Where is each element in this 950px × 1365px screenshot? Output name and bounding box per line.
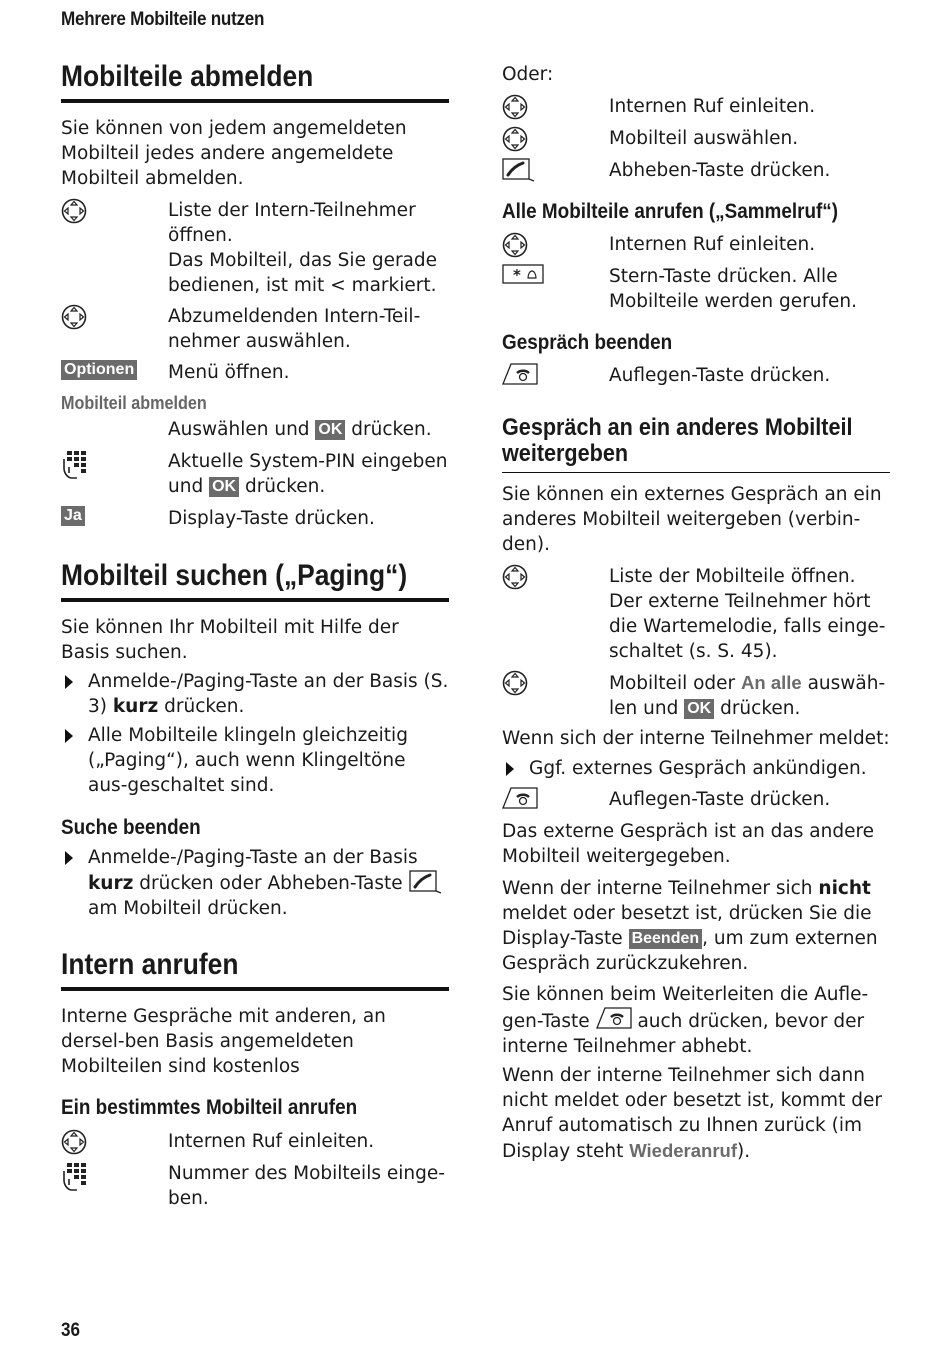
heading-rule [61, 598, 449, 602]
talk-key-icon [502, 158, 536, 182]
svg-text:*: * [513, 266, 521, 284]
para-hangup-early: Sie können beim Weiterleiten die Aufle-gen-Taste auch drücken, bevor der interne Teilnehmer abhebt. [502, 984, 869, 1057]
step-text: Auflegen-Taste drücken. [609, 365, 831, 386]
step-text: Aktuelle System-PIN eingeben und OK drücken. [168, 451, 448, 497]
running-header: Mehrere Mobilteile nutzen [61, 9, 265, 30]
intro-weitergeben: Sie können ein externes Gespräch an ein anderes Mobilteil weitergeben (verbin-den). [502, 484, 882, 555]
para-callback: Wenn der interne Teilnehmer sich dann nicht meldet oder besetzt ist, kommt der Anruf automatisch zu Ihnen zurück (im Display steht Wiederanruf). [502, 1065, 882, 1162]
navigation-key-icon [502, 670, 528, 696]
step-text: Internen Ruf einleiten. [609, 234, 816, 255]
step-text: Display-Taste drücken. [168, 508, 375, 529]
bullet-arrow-icon [65, 851, 73, 865]
step-text: Liste der Intern-Teilnehmer öffnen. [168, 200, 416, 246]
subheading-suche-beenden: Suche beenden [61, 816, 201, 839]
ja-display-key: Ja [61, 506, 85, 526]
ok-key: OK [684, 699, 714, 719]
keypad-icon [61, 1161, 91, 1193]
an-alle-label: An alle [741, 672, 802, 693]
step-text: Nummer des Mobilteils einge-ben. [168, 1163, 445, 1209]
para-transferred: Das externe Gespräch ist an das andere Mobilteil weitergegeben. [502, 821, 875, 867]
navigation-key-icon [502, 564, 528, 590]
ok-key: OK [209, 477, 239, 497]
intro-intern: Interne Gespräche mit anderen, an dersel-ben Basis angemeldeten Mobilteilen sind kostenlos [61, 1006, 386, 1077]
navigation-key-icon [61, 1129, 87, 1155]
step-text: Auswählen und OK drücken. [168, 419, 432, 440]
subheading-gespraech-beenden: Gespräch beenden [502, 331, 673, 354]
step-note: Das Mobilteil, das Sie gerade bedienen, ist mit < markiert. [168, 250, 438, 296]
heading-rule [61, 99, 449, 103]
wiederanruf-label: Wiederanruf [629, 1140, 737, 1161]
keypad-icon [61, 449, 91, 481]
bullet-arrow-icon [65, 729, 73, 743]
navigation-key-icon [61, 304, 87, 330]
step-text: Abheben-Taste drücken. [609, 160, 831, 181]
step-text: Stern-Taste drücken. Alle Mobilteile werden gerufen. [609, 266, 857, 312]
optionen-display-key: Optionen [61, 360, 137, 380]
step-text: Auflegen-Taste drücken. [609, 789, 831, 810]
bullet-text: Anmelde-/Paging-Taste an der Basis (S. 3) kurz drücken. [88, 671, 449, 717]
heading-rule [61, 987, 449, 991]
end-call-key-icon [596, 1007, 632, 1031]
step-text: Menü öffnen. [168, 362, 290, 383]
navigation-key-icon [502, 232, 528, 258]
heading-mobilteile-abmelden: Mobilteile abmelden [61, 60, 314, 93]
end-call-key-icon [502, 787, 538, 811]
heading-intern-anrufen: Intern anrufen [61, 948, 239, 981]
heading-paging: Mobilteil suchen („Paging“) [61, 559, 408, 592]
bullet-text: Alle Mobilteile klingeln gleichzeitig („Paging“), auch wenn Klingeltöne aus-geschaltet sind. [88, 725, 408, 796]
beenden-display-key: Beenden [629, 929, 703, 949]
step-text: Internen Ruf einleiten. [168, 1131, 375, 1152]
bullet-text: Anmelde-/Paging-Taste an der Basis kurz drücken oder Abheben-Taste am Mobilteil drücken. [88, 845, 450, 921]
heading-weitergeben: Gespräch an ein anderes Mobilteil weitergeben [502, 414, 853, 467]
heading-rule [502, 472, 890, 473]
menu-entry-mobilteil-abmelden: Mobilteil abmelden [61, 393, 207, 413]
step-text: Abzumeldenden Intern-Teil-nehmer auswählen. [168, 306, 421, 352]
navigation-key-icon [502, 126, 528, 152]
bullet-arrow-icon [65, 675, 73, 689]
step-text: Mobilteil oder An alle auswäh-len und OK drücken. [609, 672, 886, 719]
step-text: Liste der Mobilteile öffnen. Der externe Teilnehmer hört die Wartemelodie, falls einge-schaltet (s. S. 45). [609, 566, 886, 662]
talk-key-icon [409, 870, 443, 894]
navigation-key-icon [61, 198, 87, 224]
end-call-key-icon [502, 363, 538, 387]
step-text: Mobilteil auswählen. [609, 128, 799, 149]
page-number: 36 [61, 1320, 81, 1341]
star-key-icon [502, 264, 544, 286]
bullet-arrow-icon [506, 762, 514, 776]
step-text: Internen Ruf einleiten. [609, 96, 816, 117]
intro-paging: Sie können Ihr Mobilteil mit Hilfe der Basis suchen. [61, 617, 399, 663]
navigation-key-icon [502, 94, 528, 120]
subheading-bestimmtes-mobilteil: Ein bestimmtes Mobilteil anrufen [61, 1096, 358, 1119]
text-meldet: Wenn sich der interne Teilnehmer meldet: [502, 728, 890, 749]
subheading-sammelruf: Alle Mobilteile anrufen („Sammelruf“) [502, 200, 839, 223]
ok-key: OK [315, 420, 345, 440]
oder-label: Oder: [502, 64, 554, 85]
bullet-text: Ggf. externes Gespräch ankündigen. [529, 758, 867, 779]
para-not-answering: Wenn der interne Teilnehmer sich nicht meldet oder besetzt ist, drücken Sie die Display-Taste Beenden , um zum externen Gespräch zurückzukehren. [502, 878, 878, 974]
intro-abmelden: Sie können von jedem angemeldeten Mobilteil jedes andere angemeldete Mobilteil abmelden. [61, 118, 407, 189]
